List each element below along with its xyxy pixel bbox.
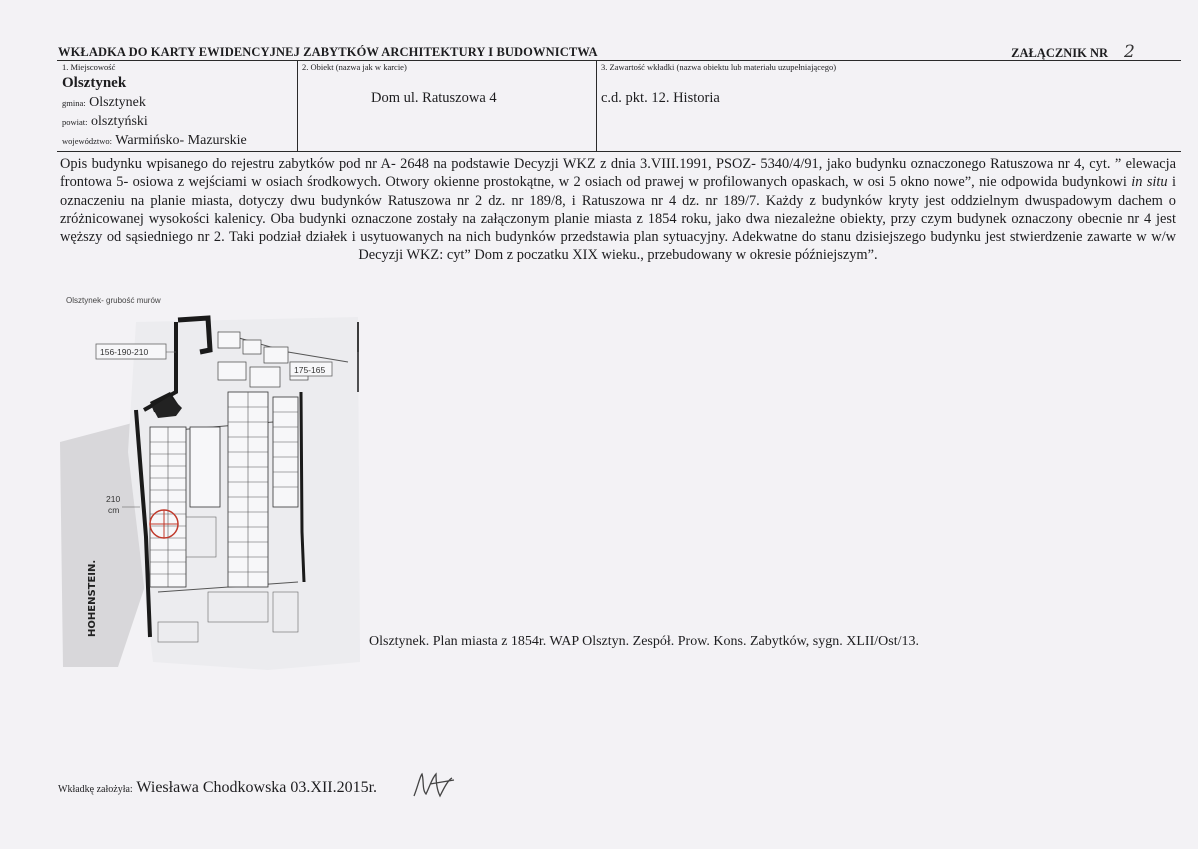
map-title: Olsztynek- grubość murów: [66, 296, 161, 305]
location-cell: [57, 61, 298, 151]
map-label-left: 156-190-210: [100, 347, 149, 357]
annex-number: 2: [1124, 42, 1135, 62]
map-wall-unit: cm: [108, 505, 120, 515]
contents-cell: [596, 61, 1181, 151]
town-plan-map: [58, 292, 368, 672]
founder-label: Wkładkę założyła:: [58, 784, 133, 795]
map-wall-number: 210: [106, 494, 121, 504]
description-italic: in situ: [1131, 174, 1168, 191]
powiat-label: powiat:: [62, 117, 88, 127]
building-description: [60, 155, 1176, 265]
document-title: WKŁADKA DO KARTY EWIDENCYJNEJ ZABYTKÓW ARCHITEKTURY I BUDOWNICTWA: [58, 45, 598, 59]
object-label: 2. Obiekt (nazwa jak w karcie): [302, 62, 407, 72]
header-table: [57, 61, 1181, 151]
handwritten-signature: [410, 768, 458, 808]
header-table-bottom-rule: [57, 151, 1181, 152]
gmina-value: Olsztynek: [89, 95, 146, 110]
location-label: 1. Miejscowość: [62, 62, 116, 72]
contents-label: 3. Zawartość wkładki (nazwa obiektu lub materiału uzupełniającego): [601, 62, 837, 72]
object-value: Dom ul. Ratuszowa 4: [371, 90, 497, 106]
map-vertical-label: HOHENSTEIN.: [87, 559, 98, 637]
annex-label: ZAŁĄCZNIK NR: [1011, 46, 1108, 60]
powiat-field: [62, 114, 148, 130]
map-label-right: 175-165: [294, 365, 326, 375]
wojewodztwo-label: województwo:: [62, 136, 113, 146]
description-part-2: i oznaczeniu na planie miasta, dotyczy dwu budynków Ratuszowa nr 2 dz. nr 189/8, i Ratuszowa nr 4 dz. nr 189/7. Każdy z budynków kryty jest oddzielnym dwuspadowym dachem o zróżnicowanej wysokości kalenicy. Oba budynki oznaczone zostały na załączonym planie miasta z 1854 roku, jako dwa niezależne obiekty, przy czym budynek oznaczony obecnie nr 4 jest węższy od sąsiedniego nr 2. Taki podział działek i usytuowanych na nich budynków przedstawia plan sytuacyjny. Adekwatne do stanu dzisiejszego budynku jest stwierdzenie zawarte w w/w Decyzji WKZ: cyt” Dom z poczatku XIX wieku., przebudowany w okresie późniejszym”.: [60, 174, 1176, 264]
map-caption: Olsztynek. Plan miasta z 1854r. WAP Olsztyn. Zespół. Prow. Kons. Zabytków, sygn. XLII/Ost/13.: [369, 634, 919, 649]
gmina-label: gmina:: [62, 98, 86, 108]
location-value: Olsztynek: [62, 75, 127, 91]
wojewodztwo-field: [62, 133, 247, 149]
contents-value: c.d. pkt. 12. Historia: [601, 90, 720, 106]
town-plan-drawing: [58, 292, 368, 672]
powiat-value: olsztyński: [91, 114, 148, 129]
gmina-field: [62, 95, 146, 111]
object-cell: [297, 61, 597, 151]
founder-value: Wiesława Chodkowska 03.XII.2015r.: [136, 779, 378, 796]
wojewodztwo-value: Warmińsko- Mazurskie: [115, 133, 247, 148]
founder-line: [58, 779, 377, 797]
description-part-1: Opis budynku wpisanego do rejestru zabytków pod nr A- 2648 na podstawie Decyzji WKZ z dnia 3.VIII.1991, PSOZ- 5340/4/91, jako budynku oznaczonego Ratuszowa nr 4, cyt. ” elewacja frontowa 5- osiowa z wejściami w osiach środkowych. Otwory okienne prostokątne, w 2 osiach od prawej w profilowanych opaskach, w osi 5 okno nowe”, nie odpowida budynkowi: [60, 156, 1176, 191]
